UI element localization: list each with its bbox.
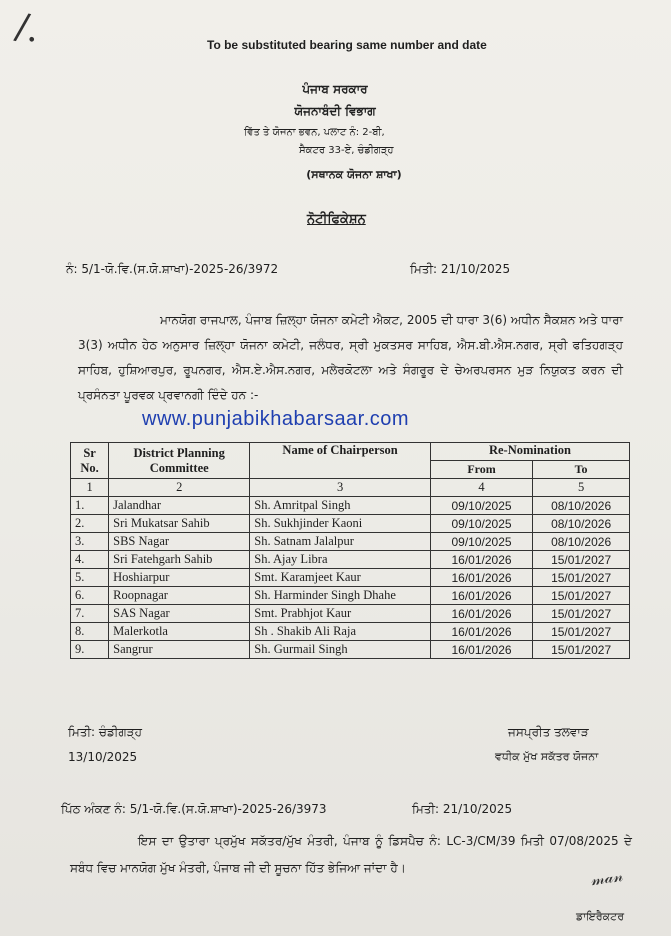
reference-number: ਨੰ: 5/1-ਯੋ.ਵਿ.(ਸ.ਯੋ.ਸ਼ਾਖਾ)-2025-26/3972 xyxy=(66,262,279,276)
cell-sr: 2. xyxy=(71,515,109,533)
signatory-title: ਵਧੀਕ ਮੁੱਖ ਸਕੱਤਰ ਯੋਜਨਾ xyxy=(495,750,599,763)
cell-from: 09/10/2025 xyxy=(430,515,532,533)
cell-from: 16/01/2026 xyxy=(430,569,532,587)
column-number: 5 xyxy=(533,479,630,497)
body-paragraph: ਮਾਨਯੋਗ ਰਾਜਪਾਲ, ਪੰਜਾਬ ਜ਼ਿਲ੍ਹਾ ਯੋਜਨਾ ਕਮੇਟੀ ਐਕਟ, 2005 ਦੀ ਧਾਰਾ 3(6) ਅਧੀਨ ਸੈਕਸ਼ਨ ਅਤੇ ਧਾਰਾ 3(3) ਅਧੀਨ ਹੇਠ ਅਨੁਸਾਰ ਜ਼ਿਲ੍ਹਾ ਯੋਜਨਾ ਕਮੇਟੀ, ਜਲੰਧਰ, ਸ੍ਰੀ ਮੁਕਤਸਰ ਸਾਹਿਬ, ਐਸ.ਬੀ.ਐਸ.ਨਗਰ, ਸ੍ਰੀ ਫਤਿਹਗੜ੍ਹ ਸਾਹਿਬ, ਹੁਸ਼ਿਆਰਪੁਰ, ਰੂਪਨਗਰ, ਐਸ.ਏ.ਐਸ.ਨਗਰ, ਮਲੇਰਕੋਟਲਾ ਅਤੇ ਸੰਗਰੂਰ ਦੇ ਚੇਅਰਪਰਸਨ ਮੁੜ ਨਿਯੁਕਤ ਕਰਨ ਦੀ ਪ੍ਰਸੰਨਤਾ ਪੂਰਵਕ ਪ੍ਰਵਾਨਗੀ ਦਿੰਦੇ ਹਨ :- xyxy=(78,313,623,402)
cell-district: Jalandhar xyxy=(109,497,250,515)
cell-chairperson: Smt. Prabhjot Kaur xyxy=(250,605,431,623)
table-row xyxy=(71,605,630,623)
table-row xyxy=(71,533,630,551)
header-chairperson: Name of Chairperson xyxy=(250,443,431,479)
table-row xyxy=(71,515,630,533)
issue-place: ਮਿਤੀ: ਚੰਡੀਗੜ੍ਹ xyxy=(68,725,142,739)
header-renomination: Re-Nomination xyxy=(430,443,629,461)
cell-sr: 6. xyxy=(71,587,109,605)
cell-sr: 9. xyxy=(71,641,109,659)
cell-to: 08/10/2026 xyxy=(533,515,630,533)
header-from: From xyxy=(430,461,532,479)
cell-district: Hoshiarpur xyxy=(109,569,250,587)
director-title: ਡਾਇਰੈਕਟਰ xyxy=(576,910,625,923)
department-name: ਯੋਜਨਾਬੰਦੀ ਵਿਭਾਗ xyxy=(294,104,376,118)
branch-name: (ਸਥਾਨਕ ਯੋਜਨਾ ਸ਼ਾਖਾ) xyxy=(306,168,402,181)
cell-chairperson: Smt. Karamjeet Kaur xyxy=(250,569,431,587)
cell-sr: 1. xyxy=(71,497,109,515)
cell-chairperson: Sh. Sukhjinder Kaoni xyxy=(250,515,431,533)
cell-from: 09/10/2025 xyxy=(430,533,532,551)
cell-to: 15/01/2027 xyxy=(533,569,630,587)
cell-to: 15/01/2027 xyxy=(533,551,630,569)
cell-district: Roopnagar xyxy=(109,587,250,605)
cell-from: 09/10/2025 xyxy=(430,497,532,515)
cell-district: Sri Mukatsar Sahib xyxy=(109,515,250,533)
header-to: To xyxy=(533,461,630,479)
column-number: 1 xyxy=(71,479,109,497)
cell-district: Sangrur xyxy=(109,641,250,659)
table-row xyxy=(71,551,630,569)
table-row xyxy=(71,569,630,587)
column-number: 2 xyxy=(109,479,250,497)
cell-from: 16/01/2026 xyxy=(430,623,532,641)
chairperson-table xyxy=(70,442,630,659)
cell-district: Sri Fatehgarh Sahib xyxy=(109,551,250,569)
cell-chairperson: Sh. Satnam Jalalpur xyxy=(250,533,431,551)
notification-title: ਨੋਟੀਫਿਕੇਸ਼ਨ xyxy=(307,212,366,227)
column-number: 4 xyxy=(430,479,532,497)
cell-sr: 8. xyxy=(71,623,109,641)
cell-chairperson: Sh. Harminder Singh Dhahe xyxy=(250,587,431,605)
issue-date: 13/10/2025 xyxy=(68,750,138,764)
reference-date: ਮਿਤੀ: 21/10/2025 xyxy=(410,262,511,276)
table-header-row xyxy=(71,443,630,461)
cell-to: 15/01/2027 xyxy=(533,623,630,641)
cell-chairperson: Sh . Shakib Ali Raja xyxy=(250,623,431,641)
cell-sr: 5. xyxy=(71,569,109,587)
header-sr-no: Sr No. xyxy=(71,443,109,479)
cell-chairperson: Sh. Gurmail Singh xyxy=(250,641,431,659)
column-number-row xyxy=(71,479,630,497)
cell-from: 16/01/2026 xyxy=(430,641,532,659)
website-watermark: www.punjabikhabarsaar.com xyxy=(142,408,410,430)
cell-district: SBS Nagar xyxy=(109,533,250,551)
cell-to: 15/01/2027 xyxy=(533,641,630,659)
table-row xyxy=(71,641,630,659)
cell-to: 15/01/2027 xyxy=(533,605,630,623)
address-line-2: ਸੈਕਟਰ 33-ਏ, ਚੰਡੀਗੜ੍ਹ xyxy=(299,145,394,156)
cell-from: 16/01/2026 xyxy=(430,605,532,623)
government-name: ਪੰਜਾਬ ਸਰਕਾਰ xyxy=(302,82,368,96)
handwritten-mark: /. xyxy=(11,5,44,52)
cell-from: 16/01/2026 xyxy=(430,551,532,569)
endorsement-date: ਮਿਤੀ: 21/10/2025 xyxy=(412,802,513,816)
cell-to: 08/10/2026 xyxy=(533,533,630,551)
cell-district: SAS Nagar xyxy=(109,605,250,623)
table-row xyxy=(71,623,630,641)
table-row xyxy=(71,587,630,605)
cell-from: 16/01/2026 xyxy=(430,587,532,605)
handwritten-signature: 𝓂𝒶𝓃 xyxy=(589,865,625,890)
cell-sr: 3. xyxy=(71,533,109,551)
address-line-1: ਵਿੱਤ ਤੇ ਯੋਜਨਾ ਭਵਨ, ਪਲਾਟ ਨੰ: 2-ਬੀ, xyxy=(244,127,385,138)
cell-sr: 4. xyxy=(71,551,109,569)
cell-sr: 7. xyxy=(71,605,109,623)
column-number: 3 xyxy=(250,479,431,497)
header-district: District Planning Committee xyxy=(109,443,250,479)
cell-chairperson: Sh. Ajay Libra xyxy=(250,551,431,569)
endorsement-reference: ਪਿੱਠ ਅੰਕਣ ਨੰ: 5/1-ਯੋ.ਵਿ.(ਸ.ਯੋ.ਸ਼ਾਖਾ)-2025-26/3973 xyxy=(61,802,327,816)
substitute-note: To be substituted bearing same number and date xyxy=(207,38,487,52)
cell-district: Malerkotla xyxy=(109,623,250,641)
table-row xyxy=(71,497,630,515)
endorsement-text: ਇਸ ਦਾ ਉਤਾਰਾ ਪ੍ਰਮੁੱਖ ਸਕੱਤਰ/ਮੁੱਖ ਮੰਤਰੀ, ਪੰਜਾਬ ਨੂੰ ਡਿਸਪੈਚ ਨੰ: LC-3/CM/39 ਮਿਤੀ 07/08/2025 ਦੇ ਸਬੰਧ ਵਿਚ ਮਾਨਯੋਗ ਮੁੱਖ ਮੰਤਰੀ, ਪੰਜਾਬ ਜੀ ਦੀ ਸੂਚਨਾ ਹਿੱਤ ਭੇਜਿਆ ਜਾਂਦਾ ਹੈ। xyxy=(70,834,632,875)
cell-chairperson: Sh. Amritpal Singh xyxy=(250,497,431,515)
signatory-name: ਜਸਪ੍ਰੀਤ ਤਲਵਾੜ xyxy=(508,725,589,739)
cell-to: 15/01/2027 xyxy=(533,587,630,605)
cell-to: 08/10/2026 xyxy=(533,497,630,515)
